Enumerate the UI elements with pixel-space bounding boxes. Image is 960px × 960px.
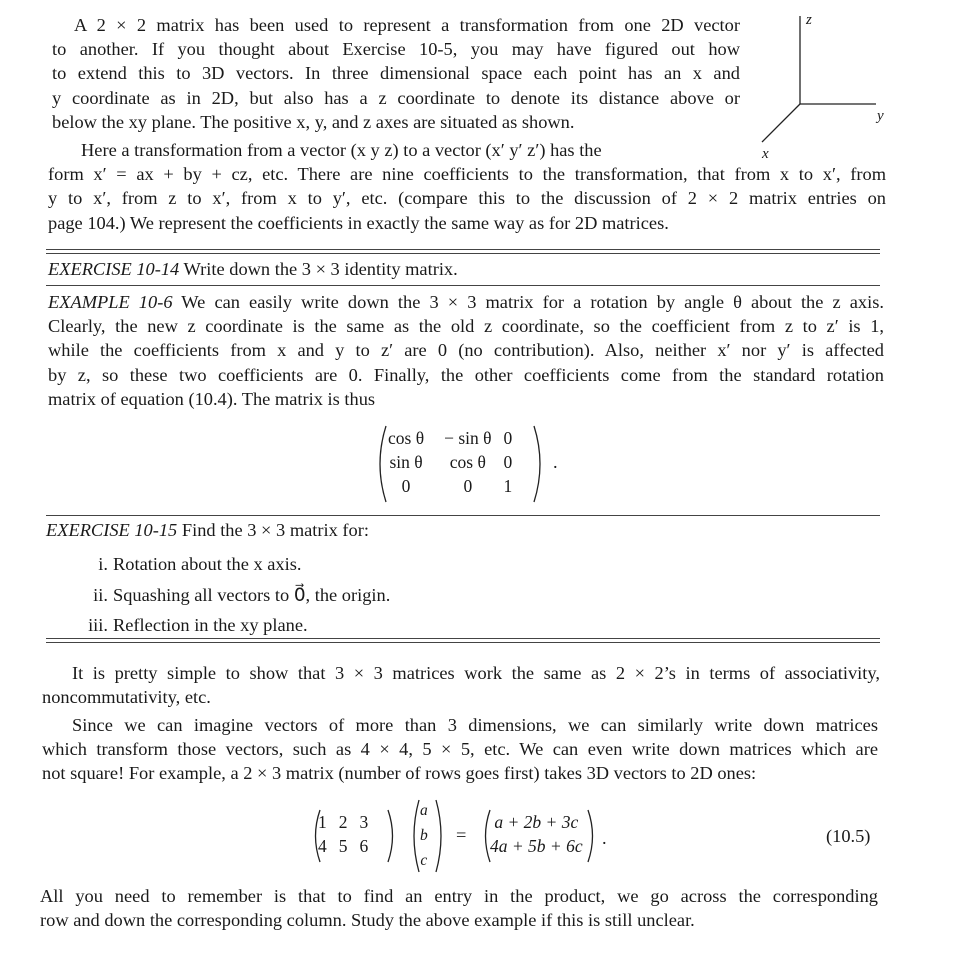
eq-result xyxy=(484,810,589,858)
intro-line-5: below the xy plane. The positive x, y, and z axes are situated as shown. xyxy=(52,111,575,132)
para2-line-2: form x′ = ax + by + cz, etc. There are nine coefficients to the transformation, that from x to x′, from xyxy=(48,164,886,185)
exercise-item-1-num: i. xyxy=(98,554,108,574)
rot-m21: sin θ xyxy=(389,452,423,472)
example-10-6-label: EXAMPLE 10-6 xyxy=(48,292,173,312)
y-axis-label: y xyxy=(877,108,884,124)
rule-bottom-1 xyxy=(46,638,880,639)
eq-period: . xyxy=(602,828,607,848)
exercise-10-14 xyxy=(48,257,458,281)
eq-result-1: a + 2b + 3c xyxy=(494,812,579,832)
eq-a11: 1 xyxy=(318,812,327,832)
intro-line-1: A 2 × 2 matrix has been used to represent a transformation from one 2D vector xyxy=(74,15,740,35)
exercise-item-2-text: Squashing all vectors to 0⃗, the origin. xyxy=(113,584,391,605)
exercise-item-2 xyxy=(78,580,390,611)
para4-line-2: which transform those vectors, such as 4 × 4, 5 × 5, etc. We can even write down matrices which are xyxy=(42,739,878,760)
exercise-item-3 xyxy=(78,610,390,641)
eq-a23: 6 xyxy=(359,836,369,856)
rule-ex14 xyxy=(46,285,880,286)
para4-line-3: not square! For example, a 2 × 3 matrix (number of rows goes first) takes 3D vectors to 2D ones: xyxy=(42,763,757,784)
para2-line-3: y to x′, from z to x′, from x to y′, etc. (compare this to the discussion of 2 × 2 matrix entries on xyxy=(48,188,886,209)
eq-a22: 5 xyxy=(338,836,348,856)
exercise-item-1 xyxy=(78,549,390,580)
example-10-6-line-1 xyxy=(48,290,884,314)
exercise-item-3-text: Reflection in the xy plane. xyxy=(113,615,308,635)
para2-line-4: page 104.) We represent the coefficients in exactly the same way as for 2D matrices. xyxy=(48,212,669,233)
rot-m31: 0 xyxy=(401,476,411,496)
rot-m33: 1 xyxy=(503,476,513,496)
paragraph-4 xyxy=(42,713,878,786)
eq-vector-b: b xyxy=(420,827,428,844)
exercise-10-15-label: EXERCISE 10-15 xyxy=(46,520,178,540)
eq-left-matrix-close-paren xyxy=(385,808,399,864)
eq-left-matrix xyxy=(312,810,374,858)
rot-m22: cos θ xyxy=(449,452,486,472)
eq-equals: = xyxy=(456,825,467,845)
example-10-6-line-2: Clearly, the new z coordinate is the same as the old z coordinate, so the coefficient from z to z′ is 1, xyxy=(48,316,884,337)
eq-vector xyxy=(414,798,434,873)
eq-result-2: 4a + 5b + 6c xyxy=(490,836,583,856)
intro-line-3: to extend this to 3D vectors. In three dimensional space each point has an x and xyxy=(52,63,740,84)
rule-top-1 xyxy=(46,249,880,250)
rule-bottom-2 xyxy=(46,642,880,643)
rule-ex6 xyxy=(46,515,880,516)
rot-m13: 0 xyxy=(503,428,513,448)
para5-line-2: row and down the corresponding column. Study the above example if this is still unclear. xyxy=(40,910,695,931)
eq-vector-c: c xyxy=(420,852,428,869)
example-10-6-line-1-text: We can easily write down the 3 × 3 matrix for a rotation by angle θ about the z axis. xyxy=(181,292,884,312)
example-10-6-line-4: by z, so these two coefficients are 0. Finally, the other coefficients come from the standard rotation xyxy=(48,364,884,385)
rule-top-2 xyxy=(46,253,880,254)
paragraph-2 xyxy=(48,138,886,235)
z-axis-label: z xyxy=(806,12,812,28)
rot-m32: 0 xyxy=(463,476,473,496)
rotation-matrix-period: . xyxy=(553,452,558,472)
exercise-item-1-text: Rotation about the x axis. xyxy=(113,554,302,574)
exercise-item-2-num: ii. xyxy=(93,584,108,605)
eq-vector-a: a xyxy=(420,802,428,819)
rot-m12: − sin θ xyxy=(444,428,492,448)
paragraph-5 xyxy=(40,884,878,932)
eq-result-close-paren xyxy=(585,808,599,864)
rot-m23: 0 xyxy=(503,452,513,472)
rotation-matrix xyxy=(382,426,518,498)
rot-m11: cos θ xyxy=(388,428,425,448)
intro-line-2: to another. If you thought about Exercise 10-5, you may have figured out how xyxy=(52,39,740,60)
eq-vector-close-paren xyxy=(433,798,447,874)
intro-paragraph xyxy=(52,13,740,134)
exercise-10-14-text: Write down the 3 × 3 identity matrix. xyxy=(183,259,458,279)
para4-line-1: Since we can imagine vectors of more than 3 dimensions, we can similarly write down matrices xyxy=(72,715,878,735)
exercise-10-15 xyxy=(46,518,369,542)
exercise-10-15-text: Find the 3 × 3 matrix for: xyxy=(181,520,369,540)
para3-line-2: noncommutativity, etc. xyxy=(42,687,211,708)
intro-line-4: y coordinate as in 2D, but also has a z coordinate to denote its distance above or xyxy=(52,87,740,108)
equation-number: (10.5) xyxy=(826,826,871,846)
eq-a13: 3 xyxy=(359,812,369,832)
x-axis-label: x xyxy=(762,146,769,162)
rotation-matrix-right-paren xyxy=(530,424,548,504)
exercise-10-15-list xyxy=(78,549,390,641)
eq-a21: 4 xyxy=(318,836,327,856)
exercise-item-3-num: iii. xyxy=(88,615,108,635)
example-10-6-line-5: matrix of equation (10.4). The matrix is thus xyxy=(48,388,376,409)
example-10-6-line-3: while the coefficients from x and y to z′ are 0 (no contribution). Also, neither x′ nor y′ is affected xyxy=(48,340,884,361)
paragraph-3 xyxy=(42,661,880,709)
example-10-6 xyxy=(48,290,884,411)
exercise-10-14-label: EXERCISE 10-14 xyxy=(48,259,180,279)
para5-line-1: All you need to remember is that to find an entry in the product, we go across the corresponding xyxy=(40,886,878,906)
para2-line-1: Here a transformation from a vector (x y z) to a vector (x′ y′ z′) has the xyxy=(81,140,602,160)
eq-a12: 2 xyxy=(338,812,348,832)
para3-line-1: It is pretty simple to show that 3 × 3 matrices work the same as 2 × 2’s in terms of associativity, xyxy=(72,663,880,683)
